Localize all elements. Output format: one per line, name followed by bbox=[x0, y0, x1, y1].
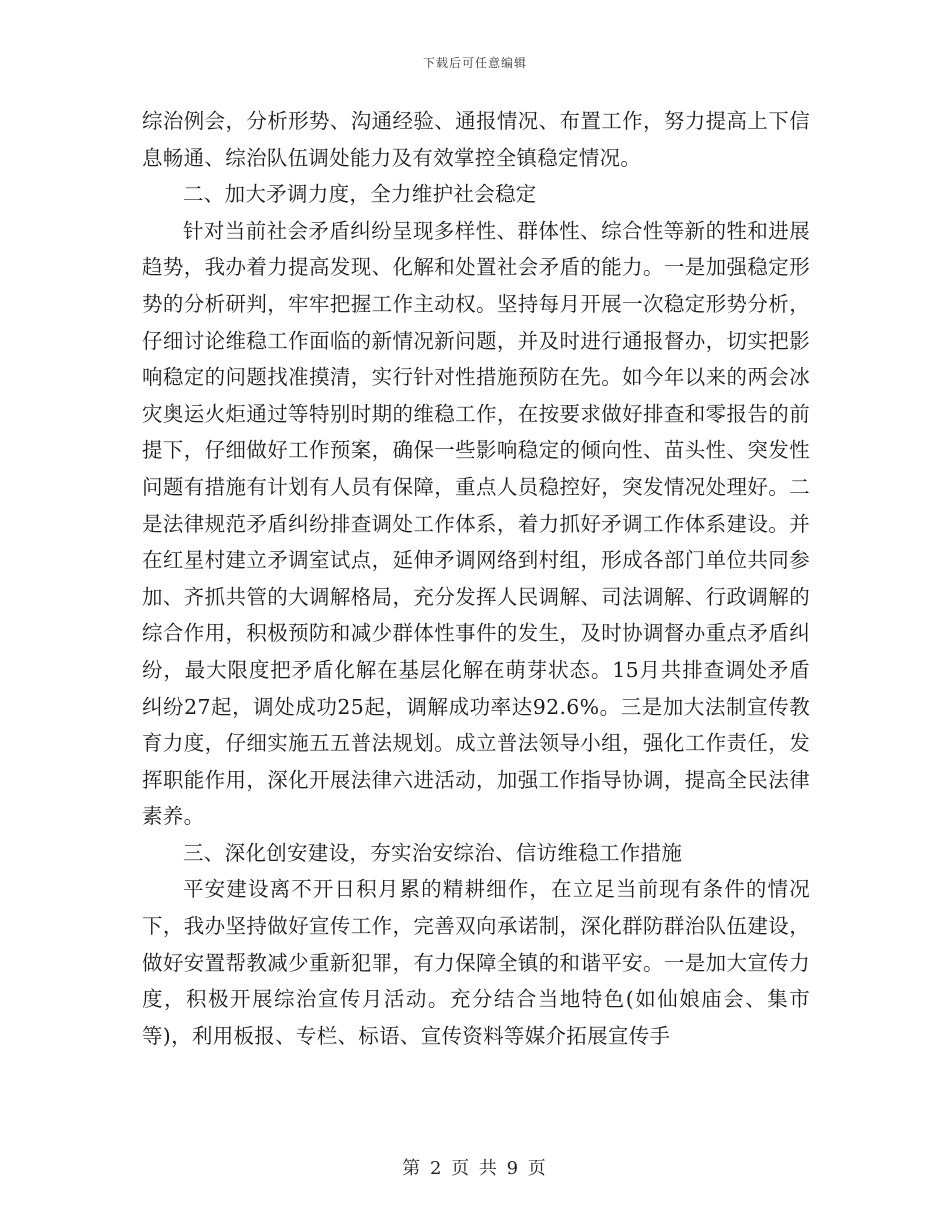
paragraph-section-2: 针对当前社会矛盾纠纷呈现多样性、群体性、综合性等新的牲和进展趋势，我办着力提高发现、化解和处置社会矛盾的能力。一是加强稳定形势的分析研判，牢牢把握工作主动权。坚持每月开展一次稳定形势分析，仔细讨论维稳工作面临的新情况新问题，并及时进行通报督办，切实把影响稳定的问题找准摸清，实行针对性措施预防在先。如今年以来的两会冰灾奥运火炬通过等特别时期的维稳工作，在按要求做好排查和零报告的前提下，仔细做好工作预案，确保一些影响稳定的倾向性、苗头性、突发性问题有措施有计划有人员有保障，重点人员稳控好，突发情况处理好。二是法律规范矛盾纠纷排查调处工作体系，着力抓好矛调工作体系建设。并在红星村建立矛调室试点，延伸矛调网络到村组，形成各部门单位共同参加、齐抓共管的大调解格局，充分发挥人民调解、司法调解、行政调解的综合作用，积极预防和减少群体性事件的发生，及时协调督办重点矛盾纠纷，最大限度把矛盾化解在基层化解在萌芽状态。15月共排查调处矛盾纠纷27起，调处成功25起，调解成功率达92.6%。三是加大法制宣传教育力度，仔细实施五五普法规划。成立普法领导小组，强化工作责任，发挥职能作用，深化开展法律六进活动，加强工作指导协调，提高全民法律素养。 bbox=[142, 218, 810, 829]
page-number-footer: 第 2 页 共 9 页 bbox=[402, 1158, 548, 1179]
paragraph-continuation: 综治例会，分析形势、沟通经验、通报情况、布置工作，努力提高上下信息畅通、综治队伍调处能力及有效掌控全镇稳定情况。 bbox=[142, 109, 810, 170]
paragraph-section-3: 平安建设离不开日积月累的精耕细作，在立足当前现有条件的情况下，我办坚持做好宣传工作，完善双向承诺制，深化群防群治队伍建设，做好安置帮教减少重新犯罪，有力保障全镇的和谐平安。一是加大宣传力度，积极开展综治宣传月活动。充分结合当地特色(如仙娘庙会、集市等)，利用板报、专栏、标语、宣传资料等媒介拓展宣传手 bbox=[142, 877, 810, 1048]
section-heading-3: 三、深化创安建设，夯实治安综治、信访维稳工作措施 bbox=[183, 840, 683, 865]
header-note: 下载后可任意编辑 bbox=[422, 56, 527, 70]
section-heading-2: 二、加大矛调力度，全力维护社会稳定 bbox=[183, 182, 537, 207]
document-body bbox=[142, 103, 810, 1054]
